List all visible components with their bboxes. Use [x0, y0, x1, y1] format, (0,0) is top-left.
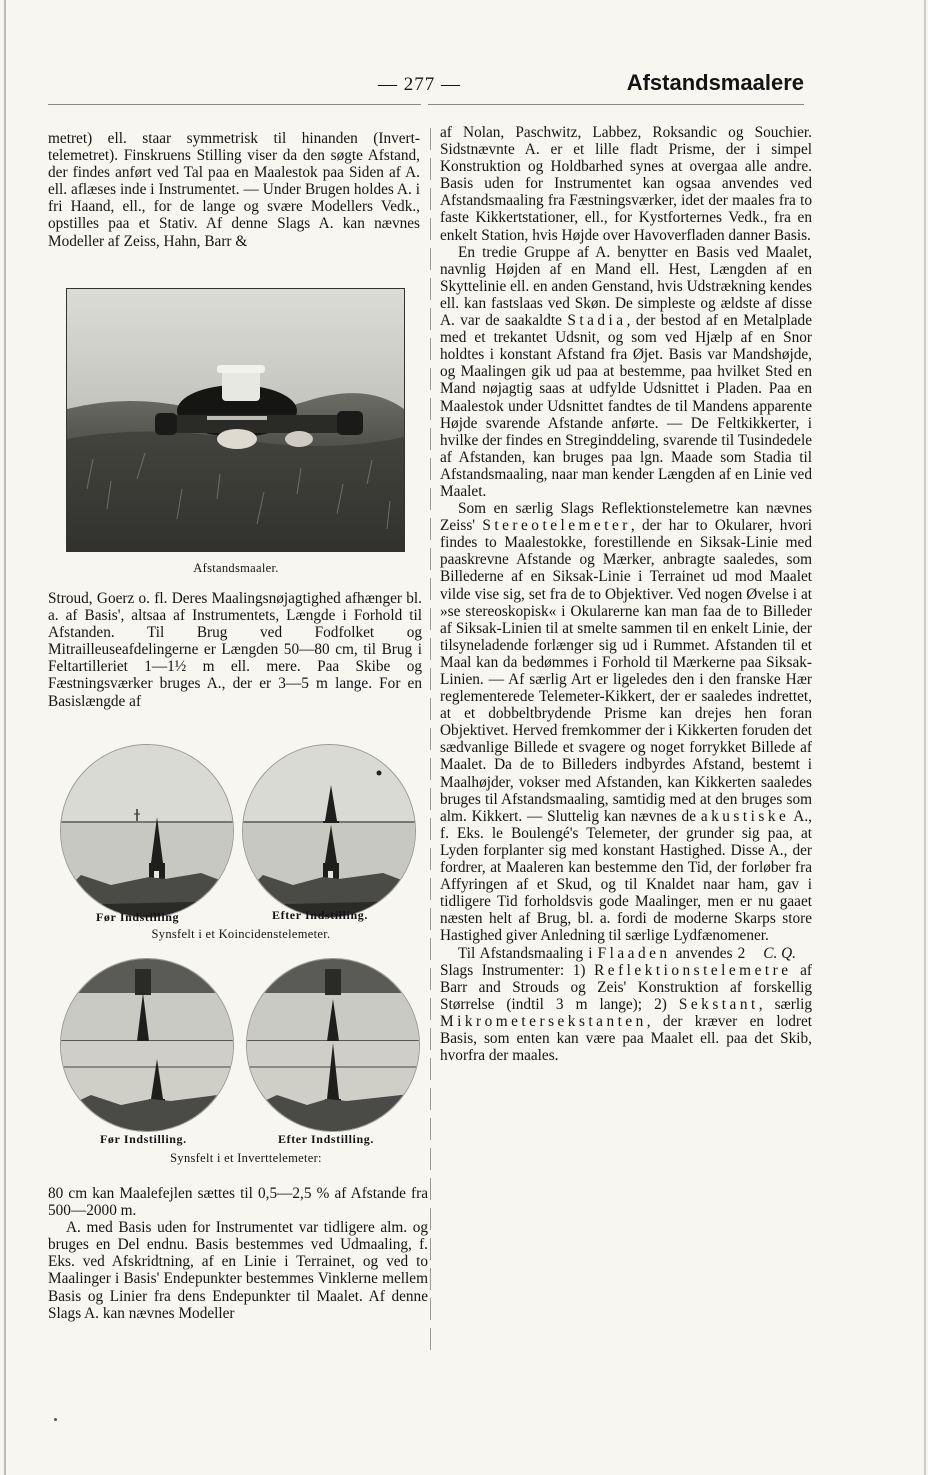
coincidence-view-after: [242, 744, 416, 918]
invert-before-label: Før Indstilling.: [100, 1132, 187, 1146]
text-run: Som en særlig Slags Reflektionstelemetre kan nævnes Zeiss': [440, 500, 812, 535]
page-edge-right: [924, 0, 926, 1475]
right-column: [440, 124, 812, 1064]
page-header: [48, 66, 804, 106]
invert-view-before-illustration: [61, 959, 233, 1131]
coincidence-after-label: Efter Indstilling.: [272, 908, 368, 922]
paragraph: 80 cm kan Maalefejlen sættes til 0,5—2,5 % af Afstande fra 500—2000 m.: [48, 1185, 428, 1220]
invert-after-label: Efter Indstilling.: [278, 1132, 374, 1146]
invert-view-after: [246, 958, 420, 1132]
paragraph: Stroud, Goerz o. fl. Deres Maalingsnøjagtighed afhænger bl. a. af Basis', altsaa af Instrumentets, Længde i Forhold til Afstanden. Til Brug ved Fodfolket og Mitrailleuseafdelingerne er Længden 50—80 cm, til Brug i Feltartilleriet 1—1½ m ell. mere. Paa Skibe og Fæstningsværker bruges A., der er 3—5 m lange. For en Basislængde af: [48, 590, 422, 710]
running-title: Afstandsmaalere: [626, 70, 804, 95]
emphasized-term: Sekstant: [678, 995, 759, 1013]
coincidence-caption: Synsfelt i et Koincidenstelemeter.: [151, 927, 331, 941]
text-run: , der bestod af en Metalplade med et trekantet Udsnit, og som ved Hjælp af en Snor holdtes i konstant Afstand fra Øjet. Basis var Mandshøjde, og Maalingen gik ud paa at bestemme, paa hvilket Sted en Mand nøjagtig saas at udfylde Udsnittet i Pladen. Paa en Maalestok under Udsnittet fandtes de til Mandens apparente Højde svarende Afstande anførte. — De Feltkikkerter, i hvilke der findes en Streginddeling, svarende til Tusindedele af Afstanden, kan bruges paa lgn. Maade som Stadia til Afstandsmaaling, naar man kender Længden af en Linie ved Maalet.: [440, 312, 812, 500]
emphasized-term: Mikrometersekstanten: [440, 1012, 647, 1030]
emphasized-term: Stereotelemeter: [482, 517, 631, 535]
paragraph: metret) ell. staar symmetrisk til hinanden (Invert-telemetret). Finskruens Stilling viser da den søgte Afstand, der findes anført ved Tal paa en Maalestok paa Siden af A. ell. aflæses inde i Instrumentet. — Under Brugen holdes A. i fri Haand, ell., for de lange og svære Modellers Vedk., opstilles paa et Stativ. Af denne Slags A. kan nævnes Modeller af Zeiss, Hahn, Barr &: [48, 130, 420, 250]
text-run: En tredie Gruppe af A. benytter en Basis ved Maalet, navnlig Højden af en Mand ell. Hest, Længden af en Skyttelinie ell. en anden Genstand, hvis Udstrækning kendes ell. kan fastslaas ved Skøn. De simpleste og ældste af disse A. var de saakaldte: [440, 243, 812, 330]
left-column-bottom: [48, 1185, 428, 1322]
emphasized-term: Reflektionstelemetre: [594, 961, 792, 979]
invert-caption: Synsfelt i et Inverttelemeter:: [170, 1151, 322, 1165]
text-run: A., f. Eks. le Boulengé's Telemeter, der grunder sig paa, at Lyden forplanter sig med konstant Hastighed. Disse A., der fordrer, at Maaleren kan bestemme den Tid, der forløber fra Affyringen af et Skud, og til Knaldet naar ham, gav i tidligere Tid forholdsvis gode Maalinger, men er nu gaaet næsten helt af Brug, bl. a. fordi de moderne Skarps store Hastighed giver Anledning til særlige Lydfænomener.: [440, 807, 812, 945]
column-divider: [430, 128, 431, 1353]
page-number: — 277 —: [378, 74, 461, 95]
invert-view-before: [60, 958, 234, 1132]
emphasized-term: Flaaden: [597, 944, 671, 962]
paragraph: A. med Basis uden for Instrumentet var tidligere alm. og bruges en Del endnu. Basis bestemmes ved Udmaaling, f. Eks. ved Afskridtning, af en Linie i Terrainet, og ved to Maalinger i Basis' Endepunkter bestemmes Vinklerne mellem Basis og Linier fra dens Endepunkter til Maalet. Af denne Slags A. kan nævnes Modeller: [48, 1219, 428, 1322]
left-column-middle: [48, 590, 422, 710]
author-signature: C. Q.: [763, 944, 796, 962]
text-run: , der kræver en lodret Basis, som enten kan være paa Maalet ell. paa det Skib, hvorfra der maales.: [440, 1012, 812, 1065]
text-run: anvendes 2 Slags Instrumenter: 1): [440, 944, 746, 979]
coincidence-view-before-illustration: [61, 745, 233, 917]
coincidence-view-after-illustration: [243, 745, 415, 917]
coincidence-before-label: Før Indstilling: [96, 910, 180, 924]
header-rule-left: [48, 104, 421, 105]
paragraph: [440, 945, 812, 1065]
photo-caption: Afstandsmaaler.: [193, 561, 279, 575]
print-speck: [54, 1418, 57, 1421]
rangefinder-photo-illustration: [67, 289, 404, 551]
emphasized-term: akustiske: [700, 807, 790, 825]
invert-view-after-illustration: [247, 959, 419, 1131]
coincidence-view-before: [60, 744, 234, 918]
text-run: , der har to Okularer, hvori findes to Maalestokke, forestillende en Siksak-Linie med paaskrevne Afstande og Mærker, anbragte saaledes, som Billederne af en Siksak-Linie i Terrainet ud mod Maalet vilde vise sig, set fra de to Objektiver. Ved nogen Øvelse i at »se stereoskopisk« i Okularerne kan man faa de to Billeder af Siksak-Linien til at smelte sammen til en enkelt Linie, der tilsyneladende forlænger sig ud i Rummet. Afstanden til et Maal kan da bedømmes i Forhold til Mærkerne paa Siksak-Linien. — Af særlig Art er ligeledes den i den franske Hær reglementerede Telemeter-Kikkert, der er saaledes indrettet, at et dobbeltbrydende Prisme kan drejes hen foran Objektivet. Herved fremkommer der i Kikkerten foruden det sædvanlige Billede et svagere og noget forrykket Billede af Maalet. Da de to Billeders indbyrdes Afstand, bestemt i Maalhøjder, vokser med Afstanden, kan Kikkerten saaledes bruges til Afstandsmaaling, samtidig med at den bruges som alm. Kikkert. — Sluttelig kan nævnes de: [440, 517, 812, 825]
left-column-top: [48, 130, 420, 250]
rangefinder-photo: [66, 288, 405, 552]
text-run: , særlig: [758, 995, 812, 1013]
text-run: Til Afstandsmaaling i: [458, 944, 593, 962]
paragraph: af Nolan, Paschwitz, Labbez, Roksandic og Souchier. Sidstnævnte A. er et lille fladt Prisme, der i simpel Konstruktion og Holdbarhed synes at overgaa alle andre. Basis uden for Instrumentet kan ogsaa anvendes ved Afstandsmaaling fra Fæstningsværker, idet der maales fra to faste Kikkertstationer, ell., for Kystforternes Vedk., fra en enkelt Station, hvis Højde over Havoverfladen danner Basis.: [440, 124, 812, 244]
text-run: af Barr and Strouds og Zeis' Konstruktion af forskellig Størrelse (indtil 3 m lange); 2): [440, 961, 812, 1013]
paragraph: [440, 244, 812, 500]
emphasized-term: Stadia: [567, 312, 627, 330]
page-edge-left: [4, 0, 6, 1475]
header-rule-right: [428, 104, 804, 105]
